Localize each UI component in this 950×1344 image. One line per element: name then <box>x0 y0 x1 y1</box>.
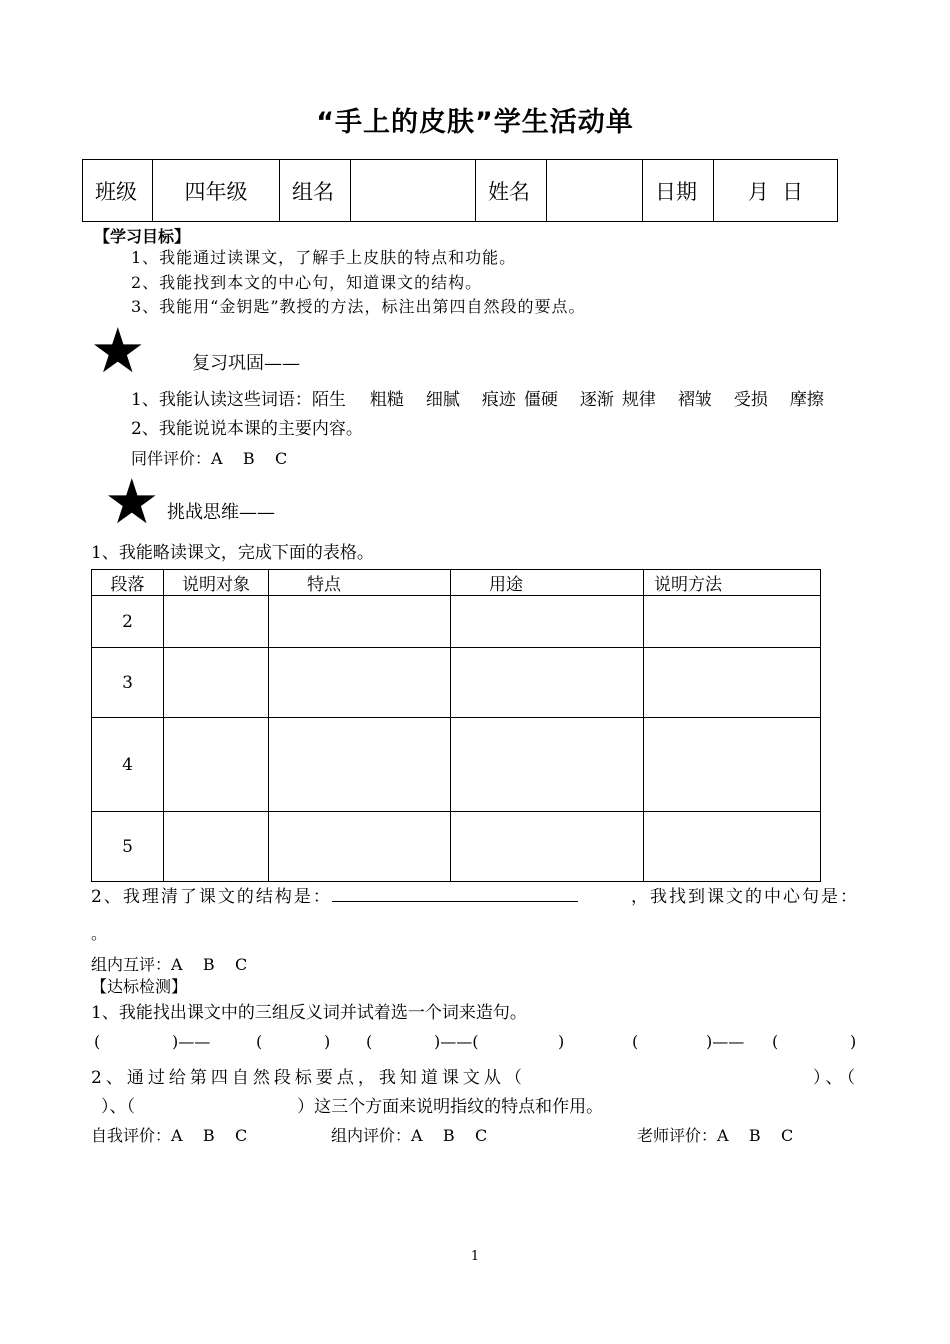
objective-item-3: 3、我能用“金钥匙”教授的方法，标注出第四自然段的要点。 <box>131 297 586 316</box>
table-cell[interactable] <box>164 718 269 812</box>
table-cell[interactable] <box>269 596 451 648</box>
pair-paren: ( <box>772 1032 779 1051</box>
pair-paren: )——( <box>434 1032 479 1051</box>
table-header-object: 说明对象 <box>164 570 269 596</box>
pair-paren: ( <box>366 1032 373 1051</box>
date-label: 日期 <box>643 160 714 222</box>
table-cell[interactable] <box>451 596 644 648</box>
table-header-usage: 用途 <box>451 570 644 596</box>
word-5: 僵硬 <box>523 390 558 410</box>
date-value: 月 日 <box>714 160 838 222</box>
class-label: 班级 <box>83 160 153 222</box>
table-row <box>92 596 821 648</box>
objectives-heading: 【学习目标】 <box>94 227 191 246</box>
page-title: “手上的皮肤”学生活动单 <box>316 107 634 138</box>
teacher-evaluation: 老师评价：A B C <box>637 1126 794 1145</box>
row-paragraph-number: 2 <box>92 596 164 648</box>
self-evaluation: 自我评价：A B C <box>91 1126 248 1145</box>
student-info-table <box>82 159 838 222</box>
check-heading: 【达标检测】 <box>91 977 188 996</box>
pair-paren: ) <box>850 1032 857 1051</box>
challenge-task-1: 1、我能略读课文，完成下面的表格。 <box>91 543 374 563</box>
row-paragraph-number: 5 <box>92 812 164 882</box>
word-7: 规律 <box>621 390 656 410</box>
review-line-2: 2、我能说说本课的主要内容。 <box>131 419 363 439</box>
class-value: 四年级 <box>153 160 280 222</box>
star-icon: ★ <box>104 465 160 538</box>
word-6: 逐渐 <box>579 390 614 410</box>
word-3: 细腻 <box>425 390 460 410</box>
group-value-field[interactable] <box>351 160 476 222</box>
table-cell[interactable] <box>269 718 451 812</box>
pair-paren: ) <box>324 1032 331 1051</box>
structure-suffix: ，我找到课文的中心句是： <box>631 887 859 907</box>
structure-line <box>91 882 859 907</box>
table-cell[interactable] <box>451 718 644 812</box>
table-cell[interactable] <box>644 718 821 812</box>
table-header-method: 说明方法 <box>644 570 821 596</box>
group-mutual-evaluation: 组内互评：A B C <box>91 955 248 974</box>
name-value-field[interactable] <box>547 160 643 222</box>
table-cell[interactable] <box>269 648 451 718</box>
table-cell[interactable] <box>164 648 269 718</box>
word-10: 摩擦 <box>789 390 824 410</box>
pair-paren: ( <box>256 1032 263 1051</box>
table-cell[interactable] <box>644 596 821 648</box>
peer-evaluation: 同伴评价：A B C <box>131 449 288 468</box>
table-header-paragraph: 段落 <box>92 570 164 596</box>
structure-end-mark: 。 <box>91 924 108 943</box>
table-row <box>92 812 821 882</box>
check-task-2-line-1 <box>91 1063 859 1088</box>
table-cell[interactable] <box>451 812 644 882</box>
challenge-heading: 挑战思维—— <box>167 502 275 523</box>
check-task-2-line-2: ）、（ ）这三个方面来说明指纹的特点和作用。 <box>101 1097 604 1117</box>
structure-prefix: 2、我理清了课文的结构是： <box>91 887 332 907</box>
row-paragraph-number: 3 <box>92 648 164 718</box>
table-cell[interactable] <box>644 648 821 718</box>
name-label: 姓名 <box>476 160 547 222</box>
table-cell[interactable] <box>451 648 644 718</box>
word-8: 褶皱 <box>677 390 712 410</box>
structure-blank[interactable] <box>332 883 578 902</box>
page-number: 1 <box>470 1249 480 1264</box>
word-2: 粗糙 <box>369 390 404 410</box>
row-paragraph-number: 4 <box>92 718 164 812</box>
review-heading: 复习巩固—— <box>192 353 300 374</box>
paragraph-analysis-table <box>91 569 821 882</box>
objective-item-2: 2、我能找到本文的中心句，知道课文的结构。 <box>131 273 483 292</box>
check-task-2-part-1: 2、通过给第四自然段标要点，我知道课文从（ <box>91 1068 526 1088</box>
word-1: 陌生 <box>311 390 346 410</box>
pair-paren: )—— <box>172 1032 211 1051</box>
star-icon: ★ <box>90 314 146 387</box>
table-cell[interactable] <box>164 812 269 882</box>
table-row <box>92 648 821 718</box>
table-cell[interactable] <box>644 812 821 882</box>
pair-paren: )—— <box>706 1032 745 1051</box>
pair-paren: ( <box>94 1032 101 1051</box>
group-evaluation: 组内评价：A B C <box>331 1126 488 1145</box>
objective-item-1: 1、我能通过读课文，了解手上皮肤的特点和功能。 <box>131 248 517 267</box>
review-words-line <box>131 385 824 410</box>
table-row <box>92 718 821 812</box>
check-task-1: 1、我能找出课文中的三组反义词并试着选一个词来造句。 <box>91 1003 527 1023</box>
check-task-2-part-2: ）、（ <box>813 1068 859 1088</box>
table-cell[interactable] <box>269 812 451 882</box>
table-cell[interactable] <box>164 596 269 648</box>
pair-paren: ) <box>558 1032 565 1051</box>
review-words-prefix: 1、我能认读这些词语： <box>131 390 312 410</box>
pair-paren: ( <box>632 1032 639 1051</box>
word-9: 受损 <box>733 390 768 410</box>
table-header-feature: 特点 <box>269 570 451 596</box>
word-4: 痕迹 <box>481 390 516 410</box>
group-label: 组名 <box>280 160 351 222</box>
